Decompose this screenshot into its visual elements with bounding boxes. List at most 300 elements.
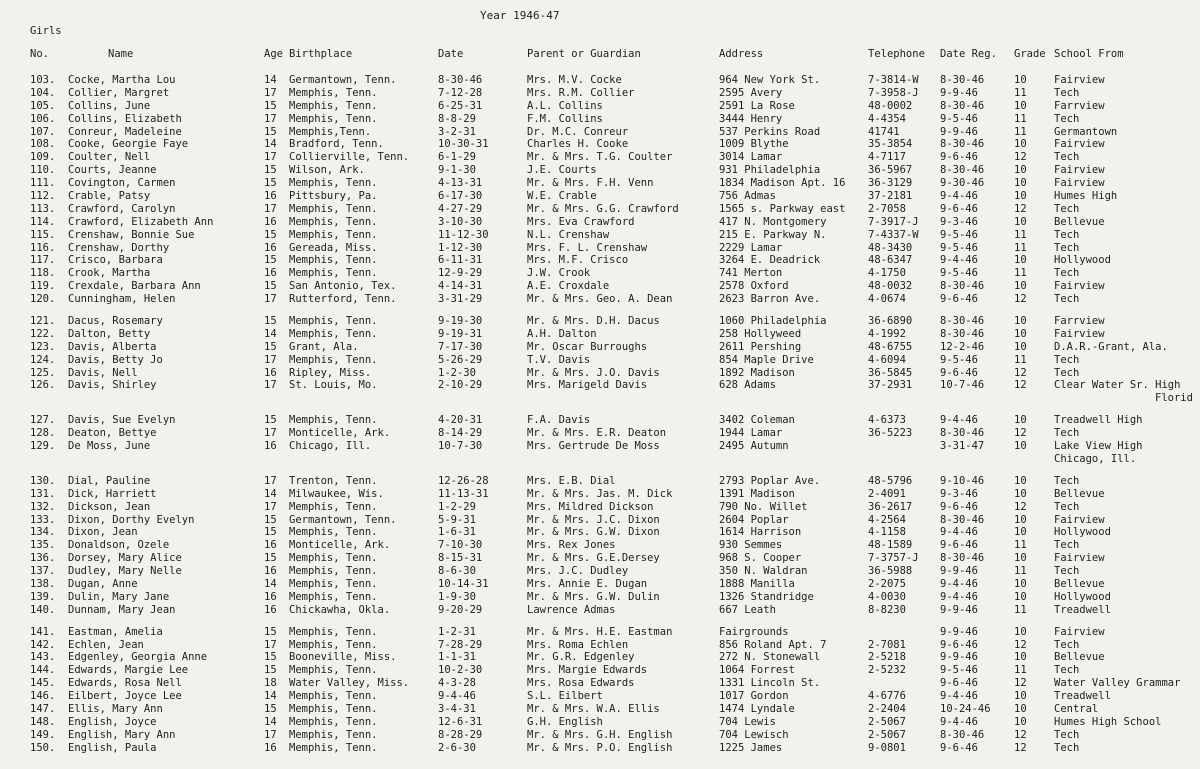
- parent-cell: Mrs. Rex Jones: [527, 539, 616, 552]
- birthplace-cell: Memphis, Tenn.: [289, 741, 378, 754]
- birthplace-cell: Memphis, Tenn.: [289, 638, 378, 651]
- birthplace-cell: Memphis, Tenn.: [289, 500, 378, 513]
- age-cell: 16: [264, 241, 277, 254]
- student-name: English, Mary Ann: [68, 728, 176, 741]
- student-name: Collier, Margret: [68, 86, 170, 99]
- grade-cell: 11: [1014, 228, 1027, 241]
- age-cell: 14: [264, 715, 277, 728]
- parent-cell: Mrs. M.V. Cocke: [527, 74, 622, 86]
- table-row: [0, 87, 1200, 100]
- telephone-cell: 36-6890: [868, 315, 913, 328]
- table-row: [0, 440, 1200, 453]
- table-row: [0, 126, 1200, 139]
- parent-cell: Lawrence Admas: [527, 603, 616, 616]
- birth-date-cell: 10-2-30: [438, 664, 483, 677]
- school-from-cell: Fairview: [1054, 177, 1105, 190]
- birthplace-cell: Memphis, Tenn.: [289, 577, 378, 590]
- school-from-cell: Tech: [1054, 228, 1080, 241]
- table-row: [0, 280, 1200, 293]
- age-cell: 15: [264, 125, 277, 138]
- row-number: 130.: [30, 474, 56, 487]
- row-number: 119.: [30, 280, 56, 293]
- birth-date-cell: 1-2-30: [438, 366, 476, 379]
- date-reg-cell: 9-4-46: [940, 254, 978, 267]
- table-row: [0, 651, 1200, 664]
- student-name: Collins, Elizabeth: [68, 112, 182, 125]
- date-reg-cell: 9-5-46: [940, 241, 978, 254]
- birth-date-cell: 4-13-31: [438, 177, 483, 190]
- age-cell: 15: [264, 552, 277, 565]
- school-from-cell: Fairview: [1054, 625, 1105, 638]
- telephone-cell: 4-6373: [868, 414, 906, 427]
- table-row: [0, 354, 1200, 367]
- telephone-cell: 2-5067: [868, 715, 906, 728]
- school-from-continuation: Chicago, Ill.: [1054, 452, 1137, 465]
- school-from-cell: Tech: [1054, 366, 1080, 379]
- telephone-cell: 48-6755: [868, 340, 913, 353]
- date-reg-cell: 10-7-46: [940, 379, 985, 392]
- age-cell: 17: [264, 638, 277, 651]
- address-cell: 1474 Lyndale: [719, 702, 795, 715]
- telephone-cell: 41741: [868, 125, 900, 138]
- parent-cell: Mrs. Roma Echlen: [527, 638, 629, 651]
- birth-date-cell: 6-11-31: [438, 254, 483, 267]
- student-name: Eastman, Amelia: [68, 625, 163, 638]
- grade-cell: 10: [1014, 327, 1027, 340]
- school-from-cell: Tech: [1054, 638, 1080, 651]
- grade-cell: 12: [1014, 741, 1027, 754]
- birthplace-cell: Memphis, Tenn.: [289, 590, 378, 603]
- school-from-continuation: Florid: [1155, 392, 1193, 405]
- age-cell: 15: [264, 280, 277, 293]
- birthplace-cell: Memphis, Tenn.: [289, 112, 378, 125]
- address-cell: 667 Leath: [719, 603, 776, 616]
- birthplace-cell: Memphis, Tenn.: [289, 715, 378, 728]
- birthplace-cell: Monticelle, Ark.: [289, 539, 391, 552]
- birth-date-cell: 11-13-31: [438, 487, 489, 500]
- grade-cell: 12: [1014, 366, 1027, 379]
- address-cell: 1892 Madison: [719, 366, 795, 379]
- grade-cell: 10: [1014, 138, 1027, 151]
- birthplace-cell: Germantown, Tenn.: [289, 513, 397, 526]
- birthplace-cell: Chickawha, Okla.: [289, 603, 391, 616]
- birth-date-cell: 10-7-30: [438, 440, 483, 453]
- table-row: [0, 604, 1200, 617]
- student-name: Crenshaw, Dorthy: [68, 241, 170, 254]
- grade-cell: 10: [1014, 702, 1027, 715]
- school-from-cell: Treadwell: [1054, 603, 1111, 616]
- col-birthplace: Birthplace: [289, 48, 353, 60]
- date-reg-cell: 9-4-46: [940, 526, 978, 539]
- table-row-continuation: [0, 392, 1200, 405]
- birthplace-cell: Milwaukee, Wis.: [289, 487, 384, 500]
- address-cell: 1064 Forrest: [719, 664, 795, 677]
- table-row: [0, 626, 1200, 639]
- age-cell: 15: [264, 664, 277, 677]
- address-cell: 2793 Poplar Ave.: [719, 474, 821, 487]
- school-from-cell: Central: [1054, 702, 1099, 715]
- address-cell: 1331 Lincoln St.: [719, 677, 821, 690]
- row-number: 135.: [30, 539, 56, 552]
- student-name: Dunnam, Mary Jean: [68, 603, 176, 616]
- address-cell: 350 N. Waldran: [719, 565, 808, 578]
- table-row: [0, 254, 1200, 267]
- parent-cell: Mr. & Mrs. G.G. Crawford: [527, 202, 679, 215]
- grade-cell: 10: [1014, 315, 1027, 328]
- address-cell: 856 Roland Apt. 7: [719, 638, 827, 651]
- grade-cell: 10: [1014, 526, 1027, 539]
- telephone-cell: 7-3757-J: [868, 552, 919, 565]
- telephone-cell: 48-6347: [868, 254, 913, 267]
- col-name: Name: [108, 48, 134, 60]
- address-cell: 2578 Oxford: [719, 280, 789, 293]
- grade-cell: 10: [1014, 651, 1027, 664]
- row-number: 107.: [30, 125, 56, 138]
- birth-date-cell: 4-3-28: [438, 677, 476, 690]
- student-name: Echlen, Jean: [68, 638, 144, 651]
- birth-date-cell: 1-9-30: [438, 590, 476, 603]
- birth-date-cell: 5-9-31: [438, 513, 476, 526]
- telephone-cell: 2-4091: [868, 487, 906, 500]
- row-number: 108.: [30, 138, 56, 151]
- row-number: 117.: [30, 254, 56, 267]
- birth-date-cell: 12-6-31: [438, 715, 483, 728]
- birth-date-cell: 7-17-30: [438, 340, 483, 353]
- grade-cell: 11: [1014, 86, 1027, 99]
- date-reg-cell: 9-3-46: [940, 215, 978, 228]
- birth-date-cell: 7-28-29: [438, 638, 483, 651]
- date-reg-cell: 9-9-46: [940, 651, 978, 664]
- age-cell: 14: [264, 690, 277, 703]
- grade-cell: 12: [1014, 379, 1027, 392]
- table-row: [0, 539, 1200, 552]
- school-from-cell: Tech: [1054, 112, 1080, 125]
- age-cell: 16: [264, 267, 277, 280]
- parent-cell: Mrs. Margie Edwards: [527, 664, 648, 677]
- parent-cell: Mr. & Mrs. G.H. English: [527, 728, 673, 741]
- row-number: 125.: [30, 366, 56, 379]
- address-cell: 968 S. Cooper: [719, 552, 802, 565]
- student-name: Collins, June: [68, 99, 151, 112]
- birth-date-cell: 6-25-31: [438, 99, 483, 112]
- school-from-cell: Tech: [1054, 241, 1080, 254]
- birth-date-cell: 6-17-30: [438, 190, 483, 203]
- student-name: Davis, Nell: [68, 366, 138, 379]
- birthplace-cell: Collierville, Tenn.: [289, 151, 410, 164]
- date-reg-cell: 9-4-46: [940, 577, 978, 590]
- date-reg-cell: 9-30-46: [940, 177, 985, 190]
- row-number: 138.: [30, 577, 56, 590]
- birthplace-cell: Memphis, Tenn.: [289, 86, 378, 99]
- address-cell: 2495 Autumn: [719, 440, 789, 453]
- age-cell: 16: [264, 565, 277, 578]
- row-number: 110.: [30, 164, 56, 177]
- student-name: Dalton, Betty: [68, 327, 151, 340]
- parent-cell: Mrs. Gertrude De Moss: [527, 440, 660, 453]
- student-name: Crable, Patsy: [68, 190, 151, 203]
- col-grade: Grade: [1014, 48, 1046, 60]
- row-number: 111.: [30, 177, 56, 190]
- school-from-cell: Clear Water Sr. High: [1054, 379, 1181, 392]
- telephone-cell: 4-1750: [868, 267, 906, 280]
- table-row: [0, 242, 1200, 255]
- parent-cell: Mr. & Mrs. J.O. Davis: [527, 366, 660, 379]
- row-number: 142.: [30, 638, 56, 651]
- birth-date-cell: 3-10-30: [438, 215, 483, 228]
- parent-cell: A.H. Dalton: [527, 327, 597, 340]
- row-number: 144.: [30, 664, 56, 677]
- birth-date-cell: 8-14-29: [438, 427, 483, 440]
- age-cell: 15: [264, 228, 277, 241]
- student-name: Crexdale, Barbara Ann: [68, 280, 201, 293]
- birthplace-cell: Memphis, Tenn.: [289, 353, 378, 366]
- address-cell: 1944 Lamar: [719, 427, 783, 440]
- telephone-cell: 7-3958-J: [868, 86, 919, 99]
- table-row: [0, 565, 1200, 578]
- grade-cell: 12: [1014, 677, 1027, 690]
- school-from-cell: Treadwell High: [1054, 414, 1143, 427]
- telephone-cell: 9-0801: [868, 741, 906, 754]
- date-reg-cell: 9-6-46: [940, 366, 978, 379]
- age-cell: 15: [264, 513, 277, 526]
- row-number: 147.: [30, 702, 56, 715]
- parent-cell: F.A. Davis: [527, 414, 591, 427]
- grade-cell: 12: [1014, 728, 1027, 741]
- parent-cell: T.V. Davis: [527, 353, 591, 366]
- birthplace-cell: Water Valley, Miss.: [289, 677, 410, 690]
- table-row: [0, 216, 1200, 229]
- telephone-cell: 37-2931: [868, 379, 913, 392]
- telephone-cell: 7-3814-W: [868, 74, 919, 86]
- grade-cell: 11: [1014, 241, 1027, 254]
- student-name: Dixon, Dorthy Evelyn: [68, 513, 195, 526]
- grade-cell: 12: [1014, 500, 1027, 513]
- birthplace-cell: Gereada, Miss.: [289, 241, 378, 254]
- birth-date-cell: 11-12-30: [438, 228, 489, 241]
- address-cell: 628 Adams: [719, 379, 776, 392]
- birthplace-cell: Memphis, Tenn.: [289, 565, 378, 578]
- age-cell: 14: [264, 487, 277, 500]
- birth-date-cell: 8-30-46: [438, 74, 483, 86]
- telephone-cell: 48-0032: [868, 280, 913, 293]
- school-from-cell: Tech: [1054, 539, 1080, 552]
- address-cell: 417 N. Montgomery: [719, 215, 827, 228]
- date-reg-cell: 9-6-46: [940, 151, 978, 164]
- student-name: Davis, Shirley: [68, 379, 157, 392]
- telephone-cell: 2-2404: [868, 702, 906, 715]
- row-number: 143.: [30, 651, 56, 664]
- parent-cell: A.E. Croxdale: [527, 280, 610, 293]
- col-no: No.: [30, 48, 49, 60]
- birthplace-cell: Memphis, Tenn.: [289, 177, 378, 190]
- address-cell: 704 Lewis: [719, 715, 776, 728]
- grade-cell: 10: [1014, 715, 1027, 728]
- school-from-cell: Fairview: [1054, 327, 1105, 340]
- telephone-cell: 36-5967: [868, 164, 913, 177]
- date-reg-cell: 8-30-46: [940, 427, 985, 440]
- row-number: 133.: [30, 513, 56, 526]
- parent-cell: W.E. Crable: [527, 190, 597, 203]
- birth-date-cell: 4-20-31: [438, 414, 483, 427]
- date-reg-cell: 9-6-46: [940, 500, 978, 513]
- row-number: 116.: [30, 241, 56, 254]
- grade-cell: 10: [1014, 340, 1027, 353]
- grade-cell: 10: [1014, 690, 1027, 703]
- birthplace-cell: St. Louis, Mo.: [289, 379, 378, 392]
- col-address: Address: [719, 48, 764, 60]
- table-row: [0, 151, 1200, 164]
- parent-cell: Mrs. Eva Crawford: [527, 215, 635, 228]
- row-number: 129.: [30, 440, 56, 453]
- school-from-cell: Hollywood: [1054, 590, 1111, 603]
- date-reg-cell: 8-30-46: [940, 728, 985, 741]
- school-from-cell: Fairview: [1054, 138, 1105, 151]
- school-from-cell: Tech: [1054, 202, 1080, 215]
- parent-cell: Mrs. F. L. Crenshaw: [527, 241, 648, 254]
- table-row: [0, 379, 1200, 392]
- birthplace-cell: Memphis, Tenn.: [289, 702, 378, 715]
- parent-cell: Mrs. J.C. Dudley: [527, 565, 629, 578]
- student-name: Ellis, Mary Ann: [68, 702, 163, 715]
- birth-date-cell: 1-1-31: [438, 651, 476, 664]
- birthplace-cell: Bradford, Tenn.: [289, 138, 384, 151]
- birth-date-cell: 8-15-31: [438, 552, 483, 565]
- birth-date-cell: 9-1-30: [438, 164, 476, 177]
- address-cell: 2595 Avery: [719, 86, 783, 99]
- date-reg-cell: 9-6-46: [940, 677, 978, 690]
- grade-cell: 11: [1014, 112, 1027, 125]
- grade-cell: 10: [1014, 280, 1027, 293]
- grade-cell: 10: [1014, 625, 1027, 638]
- school-from-cell: Tech: [1054, 267, 1080, 280]
- telephone-cell: 2-5232: [868, 664, 906, 677]
- grade-cell: 10: [1014, 215, 1027, 228]
- table-row: [0, 664, 1200, 677]
- student-name: Crawford, Carolyn: [68, 202, 176, 215]
- date-reg-cell: 8-30-46: [940, 280, 985, 293]
- birthplace-cell: Memphis, Tenn.: [289, 228, 378, 241]
- table-row: [0, 328, 1200, 341]
- birthplace-cell: Memphis, Tenn.: [289, 254, 378, 267]
- birthplace-cell: Trenton, Tenn.: [289, 474, 378, 487]
- table-row: [0, 427, 1200, 440]
- grade-cell: 11: [1014, 125, 1027, 138]
- birth-date-cell: 7-10-30: [438, 539, 483, 552]
- parent-cell: S.L. Eilbert: [527, 690, 603, 703]
- table-row: [0, 475, 1200, 488]
- table-row: [0, 716, 1200, 729]
- school-from-cell: Tech: [1054, 565, 1080, 578]
- birth-date-cell: 10-30-31: [438, 138, 489, 151]
- table-row: [0, 203, 1200, 216]
- school-from-cell: Treadwell: [1054, 690, 1111, 703]
- row-number: 105.: [30, 99, 56, 112]
- parent-cell: Mrs. Rosa Edwards: [527, 677, 635, 690]
- student-name: Cunningham, Helen: [68, 293, 176, 306]
- school-from-cell: Fairview: [1054, 280, 1105, 293]
- grade-cell: 10: [1014, 474, 1027, 487]
- address-cell: 704 Lewisch: [719, 728, 789, 741]
- telephone-cell: 7-3917-J: [868, 215, 919, 228]
- birth-date-cell: 9-19-30: [438, 315, 483, 328]
- date-reg-cell: 8-30-46: [940, 327, 985, 340]
- table-row: [0, 552, 1200, 565]
- school-from-cell: Tech: [1054, 86, 1080, 99]
- parent-cell: Mr. & Mrs. T.G. Coulter: [527, 151, 673, 164]
- telephone-cell: 2-2075: [868, 577, 906, 590]
- school-from-cell: Tech: [1054, 741, 1080, 754]
- table-row: [0, 177, 1200, 190]
- date-reg-cell: 8-30-46: [940, 315, 985, 328]
- birthplace-cell: San Antonio, Tex.: [289, 280, 397, 293]
- telephone-cell: 4-0674: [868, 293, 906, 306]
- school-from-cell: Tech: [1054, 427, 1080, 440]
- age-cell: 14: [264, 74, 277, 86]
- grade-cell: 11: [1014, 353, 1027, 366]
- address-cell: 1060 Philadelphia: [719, 315, 827, 328]
- student-name: Dudley, Mary Nelle: [68, 565, 182, 578]
- student-name: Crenshaw, Bonnie Sue: [68, 228, 195, 241]
- parent-cell: Mrs. E.B. Dial: [527, 474, 616, 487]
- telephone-cell: 7-4337-W: [868, 228, 919, 241]
- year-title: Year 1946-47: [480, 9, 560, 22]
- table-row: [0, 488, 1200, 501]
- student-name: Crisco, Barbara: [68, 254, 163, 267]
- age-cell: 15: [264, 702, 277, 715]
- date-reg-cell: 9-9-46: [940, 625, 978, 638]
- birth-date-cell: 3-2-31: [438, 125, 476, 138]
- date-reg-cell: 9-9-46: [940, 565, 978, 578]
- parent-cell: F.M. Collins: [527, 112, 603, 125]
- student-name: English, Paula: [68, 741, 157, 754]
- grade-cell: 10: [1014, 487, 1027, 500]
- address-cell: 931 Philadelphia: [719, 164, 821, 177]
- parent-cell: Mrs. M.F. Crisco: [527, 254, 629, 267]
- row-number: 141.: [30, 625, 56, 638]
- birthplace-cell: Memphis, Tenn.: [289, 625, 378, 638]
- row-number: 106.: [30, 112, 56, 125]
- parent-cell: Mrs. Mildred Dickson: [527, 500, 654, 513]
- row-number: 123.: [30, 340, 56, 353]
- birthplace-cell: Memphis, Tenn.: [289, 315, 378, 328]
- school-from-cell: Humes High: [1054, 190, 1118, 203]
- grade-cell: 10: [1014, 99, 1027, 112]
- address-cell: Fairgrounds: [719, 625, 789, 638]
- parent-cell: Mr. & Mrs. P.O. English: [527, 741, 673, 754]
- school-from-cell: Water Valley Grammar: [1054, 677, 1181, 690]
- table-row: [0, 742, 1200, 755]
- address-cell: 2229 Lamar: [719, 241, 783, 254]
- grade-cell: 11: [1014, 565, 1027, 578]
- table-row: [0, 367, 1200, 380]
- school-from-cell: Bellevue: [1054, 577, 1105, 590]
- section-label: Girls: [30, 25, 62, 37]
- birth-date-cell: 8-8-29: [438, 112, 476, 125]
- grade-cell: 12: [1014, 202, 1027, 215]
- telephone-cell: 4-4354: [868, 112, 906, 125]
- row-number: 126.: [30, 379, 56, 392]
- school-from-cell: Fairview: [1054, 552, 1105, 565]
- birthplace-cell: Memphis, Tenn.: [289, 728, 378, 741]
- age-cell: 17: [264, 293, 277, 306]
- parent-cell: Mrs. R.M. Collier: [527, 86, 635, 99]
- age-cell: 16: [264, 440, 277, 453]
- row-number: 124.: [30, 353, 56, 366]
- age-cell: 16: [264, 366, 277, 379]
- age-cell: 17: [264, 151, 277, 164]
- parent-cell: Mrs. Annie E. Dugan: [527, 577, 648, 590]
- date-reg-cell: 10-24-46: [940, 702, 991, 715]
